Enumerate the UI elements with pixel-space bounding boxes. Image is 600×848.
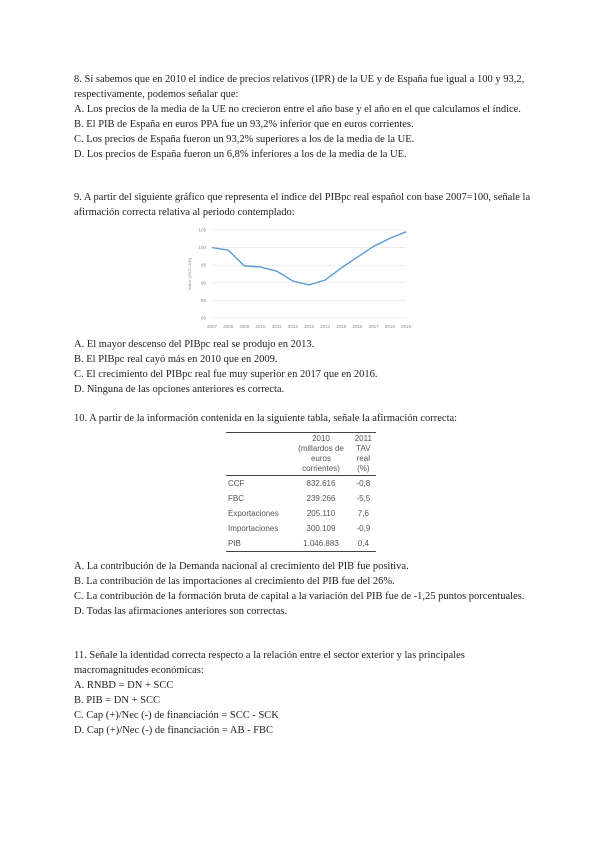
question-11-option-a[interactable]: A. RNBD = DN + SCC [74, 680, 174, 691]
table-row-label: Importaciones [228, 524, 279, 533]
table-header-2010-line: 2010 [312, 434, 330, 443]
table-header-2010-line: (millardos de [298, 444, 344, 453]
table-cell-2010: 1.046.883 [303, 539, 339, 548]
question-9-option-c[interactable]: C. El crecimiento del PIBpc real fue muy superior en 2017 que en 2016. [74, 369, 378, 380]
table-row [226, 521, 376, 536]
chart-x-tick-label: 2009 [239, 324, 250, 329]
question-11 [74, 648, 534, 738]
question-8-stem: 8. Si sabemos que en 2010 el índice de precios relativos (IPR) de la UE y de España fue igual a 100 y 93,2, respectivamente, podemos señalar que: [74, 74, 525, 100]
question-10-option-c[interactable]: C. La contribución de la formación bruta de capital a la variación del PIB fue de -1,25 puntos porcentuales. [74, 591, 525, 602]
question-8-option-a[interactable]: A. Los precios de la media de la UE no crecieron entre el año base y el año en el que calculamos el índice. [74, 104, 521, 115]
table-header-2010-line: euros [310, 454, 331, 463]
table-row-label: CCF [228, 479, 245, 488]
question-10-options [74, 559, 534, 619]
chart-x-tick-label: 2010 [255, 324, 266, 329]
question-8 [74, 72, 534, 162]
pibpc-line-chart [178, 224, 414, 332]
question-8-option-d[interactable]: D. Los precios de España fueron un 6,8% inferiores a los de la media de la UE. [74, 149, 407, 160]
table-header-2011-line: real [356, 454, 371, 463]
question-9-option-a[interactable]: A. El mayor descenso del PIBpc real se produjo en 2013. [74, 339, 315, 350]
table-row-label: PIB [228, 539, 241, 548]
table-row [226, 536, 376, 552]
chart-y-tick-label: 100 [198, 245, 206, 251]
chart-x-tick-label: 2013 [303, 324, 315, 329]
chart-x-tick-label: 2016 [352, 324, 363, 329]
chart-x-ticks [207, 324, 412, 329]
question-11-option-d[interactable]: D. Cap (+)/Nec (-) de financiación = AB - FBC [74, 725, 274, 736]
table-row [226, 476, 376, 492]
chart-gridlines [212, 230, 406, 318]
table-row [226, 506, 376, 521]
chart-x-tick-label: 2008 [223, 324, 234, 329]
chart-x-tick-label: 2011 [271, 324, 282, 329]
table-cell-2010: 205.110 [306, 509, 336, 518]
chart-y-tick-label: 80 [200, 315, 206, 321]
table-cell-tav: -5,5 [356, 494, 371, 503]
question-8-option-b[interactable]: B. El PIB de España en euros PPA fue un 93,2% inferior que en euros corrientes. [74, 119, 414, 130]
chart-x-tick-label: 2019 [400, 324, 412, 329]
table-header-2010-line: corrientes) [302, 464, 340, 473]
table-cell-2010: 832.616 [306, 479, 336, 488]
question-10-stem: 10. A partir de la información contenida en la siguiente tabla, señale la afirmación correcta: [74, 413, 458, 424]
question-10-option-d[interactable]: D. Todas las afirmaciones anteriores son correctas. [74, 606, 288, 617]
question-11-option-c[interactable]: C. Cap (+)/Nec (-) de financiación = SCC - SCK [74, 710, 279, 721]
question-10 [74, 411, 534, 426]
table-cell-tav: -0,8 [356, 479, 371, 488]
table-cell-tav: 0,4 [357, 539, 369, 548]
question-9-stem: 9. A partir del siguiente gráfico que representa el índice del PIBpc real español con base 2007=100, señale la afirmación correcta relativa al periodo contemplado: [74, 192, 531, 218]
table-header-2011-line: (%) [357, 464, 370, 473]
chart-x-tick-label: 2017 [368, 324, 379, 329]
question-8-option-c[interactable]: C. Los precios de España fueron un 93,2% superiores a los de la media de la UE. [74, 134, 415, 145]
table-header-blank [226, 433, 291, 476]
table-header-2011-line: TAV [356, 444, 371, 453]
question-10-option-b[interactable]: B. La contribución de las importaciones al crecimiento del PIB fue del 26%. [74, 576, 395, 587]
chart-x-tick-label: 2012 [287, 324, 298, 329]
table-row-label: Exportaciones [228, 509, 279, 518]
table-cell-2010: 300.109 [306, 524, 336, 533]
chart-x-tick-label: 2018 [384, 324, 395, 329]
chart-y-tick-label: 95 [200, 262, 206, 268]
question-9-option-d[interactable]: D. Ninguna de las opciones anteriores es correcta. [74, 384, 285, 395]
table-header-2011 [351, 433, 376, 476]
question-11-stem: 11. Señale la identidad correcta respecto a la relación entre el sector exterior y las principales macromagnitudes económicas: [74, 650, 465, 676]
table-header-2010 [291, 433, 350, 476]
chart-y-tick-label: 105 [198, 227, 206, 233]
chart-y-tick-label: 90 [200, 280, 206, 286]
chart-y-tick-label: 85 [200, 297, 206, 303]
table-cell-tav: -0,9 [356, 524, 371, 533]
table-cell-tav: 7,6 [357, 509, 369, 518]
chart-x-tick-label: 2007 [206, 324, 218, 329]
question-9-option-b[interactable]: B. El PIBpc real cayó más en 2010 que en 2009. [74, 354, 278, 365]
table-cell-2010: 239.266 [306, 494, 336, 503]
macro-data-table [226, 432, 376, 552]
question-10-option-a[interactable]: A. La contribución de la Demanda nacional al crecimiento del PIB fue positiva. [74, 561, 409, 572]
question-9-options [74, 337, 534, 397]
question-9 [74, 190, 534, 220]
chart-x-tick-label: 2015 [336, 324, 347, 329]
question-11-option-b[interactable]: B. PIB = DN + SCC [74, 695, 160, 706]
chart-series-line [212, 232, 406, 285]
chart-x-tick-label: 2014 [320, 324, 331, 329]
table-row-label: FBC [228, 494, 244, 503]
chart-y-axis-label: Índice (2007=100) [187, 257, 192, 291]
table-header-2011-line: 2011 [354, 434, 372, 443]
table-row [226, 491, 376, 506]
chart-y-ticks [198, 228, 206, 321]
